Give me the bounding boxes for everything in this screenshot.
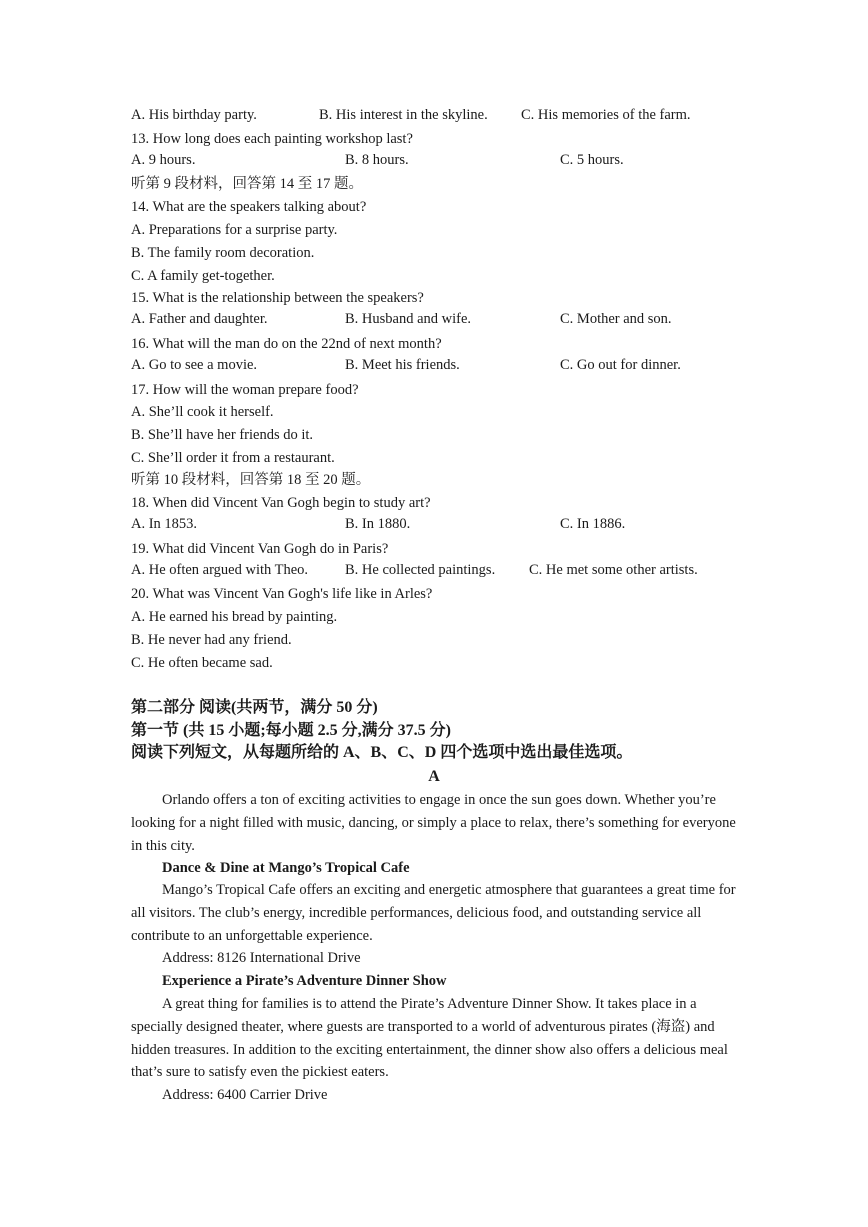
q18-option-a: A. In 1853.: [131, 516, 198, 532]
q13-option-b: B. 8 hours.: [345, 152, 409, 168]
q13-option-c: C. 5 hours.: [560, 152, 624, 168]
section1-title: 第一节 (共 15 小题;每小题 2.5 分,满分 37.5 分): [131, 722, 451, 739]
item1-address: Address: 8126 International Drive: [162, 950, 361, 966]
q13-question: 13. How long does each painting workshop last?: [131, 131, 413, 147]
q18-option-b: B. In 1880.: [345, 516, 411, 532]
q16-option-b: B. Meet his friends.: [345, 357, 460, 373]
q17-question: 17. How will the woman prepare food?: [131, 382, 359, 398]
q19-option-c: C. He met some other artists.: [529, 562, 698, 578]
q13-option-a: A. 9 hours.: [131, 152, 196, 168]
q17-option-c: C. She’ll order it from a restaurant.: [131, 450, 335, 466]
reading-instruction: 阅读下列短文，从每题所给的 A、B、C、D 四个选项中选出最佳选项。: [131, 744, 633, 761]
q14-question: 14. What are the speakers talking about?: [131, 199, 367, 215]
q15-question: 15. What is the relationship between the speakers?: [131, 290, 424, 306]
passage-label: A: [428, 768, 440, 785]
q20-question: 20. What was Vincent Van Gogh's life like in Arles?: [131, 586, 433, 602]
q15-option-b: B. Husband and wife.: [345, 311, 472, 327]
section10-instruction: 听第 10 段材料，回答第 18 至 20 题。: [131, 472, 371, 488]
q12-option-a: A. His birthday party.: [131, 107, 257, 123]
item2-title: Experience a Pirate’s Adventure Dinner Show: [162, 973, 447, 989]
q19-option-b: B. He collected paintings.: [345, 562, 496, 578]
q12-option-b: B. His interest in the skyline.: [319, 107, 488, 123]
q17-option-a: A. She’ll cook it herself.: [131, 404, 274, 420]
q18-option-c: C. In 1886.: [560, 516, 626, 532]
passage-intro: Orlando offers a ton of exciting activities to engage in once the sun goes down. Whether you’re looking for a night filled with music, dancing, or simply a place to relax, there’s something for everyone in this city.: [131, 792, 736, 854]
q14-option-a: A. Preparations for a surprise party.: [131, 222, 338, 238]
part2-title: 第二部分 阅读(共两节，满分 50 分): [131, 699, 378, 716]
item2-body: A great thing for families is to attend the Pirate’s Adventure Dinner Show. It takes place in a specially designed theater, where guests are transported to a world of adventurous pirates (海盗) and hidden treasures. In addition to the exciting entertainment, the dinner show also offers a delicious meal that’s sure to satisfy even the pickiest eaters.: [131, 996, 728, 1081]
item2-address: Address: 6400 Carrier Drive: [162, 1087, 328, 1103]
q14-option-b: B. The family room decoration.: [131, 245, 315, 261]
q14-option-c: C. A family get-together.: [131, 268, 275, 284]
item1-body: Mango’s Tropical Cafe offers an exciting and energetic atmosphere that guarantees a great time for all visitors. The club’s energy, incredible performances, delicious food, and outstanding service all contribute to an unforgettable experience.: [131, 882, 736, 944]
q16-question: 16. What will the man do on the 22nd of next month?: [131, 336, 442, 352]
section9-instruction: 听第 9 段材料，回答第 14 至 17 题。: [131, 176, 363, 192]
q18-question: 18. When did Vincent Van Gogh begin to study art?: [131, 495, 431, 511]
item1-title: Dance & Dine at Mango’s Tropical Cafe: [162, 860, 410, 876]
q16-option-a: A. Go to see a movie.: [131, 357, 258, 373]
q20-option-a: A. He earned his bread by painting.: [131, 609, 338, 625]
q19-option-a: A. He often argued with Theo.: [131, 562, 309, 578]
q15-option-a: A. Father and daughter.: [131, 311, 268, 327]
q17-option-b: B. She’ll have her friends do it.: [131, 427, 314, 443]
q20-option-c: C. He often became sad.: [131, 655, 273, 671]
q12-option-c: C. His memories of the farm.: [521, 107, 691, 123]
q15-option-c: C. Mother and son.: [560, 311, 672, 327]
q19-question: 19. What did Vincent Van Gogh do in Paris?: [131, 541, 389, 557]
q16-option-c: C. Go out for dinner.: [560, 357, 681, 373]
q20-option-b: B. He never had any friend.: [131, 632, 292, 648]
